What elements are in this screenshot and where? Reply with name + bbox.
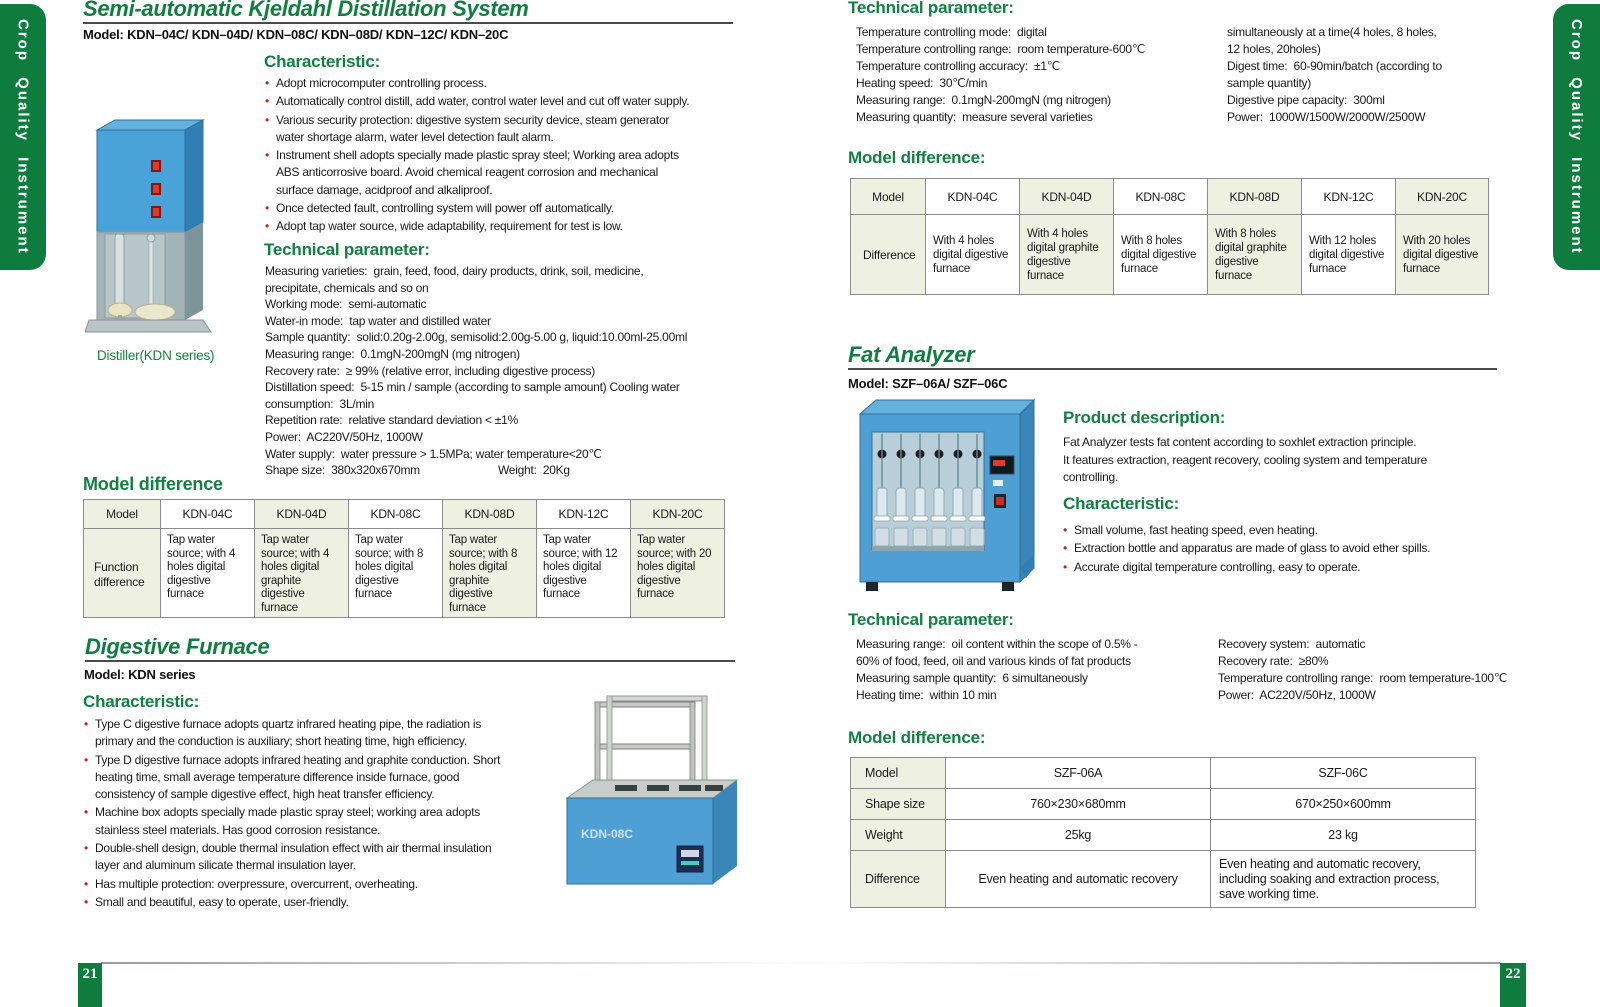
bullet-line: Adopt microcomputer controlling process. xyxy=(276,76,487,90)
bullet-item xyxy=(84,716,564,751)
fat-analyzer-image xyxy=(852,392,1040,609)
fat-description-heading: Product description: xyxy=(1063,408,1226,427)
table-cell: With 4 holes digital graphite digestive furnace xyxy=(1020,215,1114,295)
param-line: Sample quantity: solid:0.20g-2.00g, semisolid:2.00g-5.00 g, liquid:10.00ml-25.00ml xyxy=(265,330,688,345)
kjeldahl-title-rule xyxy=(83,22,733,24)
bullet-item xyxy=(1063,540,1503,557)
description-line: It features extraction, reagent recovery, cooling system and temperature xyxy=(1063,452,1427,467)
fat-difference-table xyxy=(850,757,1476,908)
bullet-line: heating time, small average temperature difference inside furnace, good xyxy=(95,769,460,784)
bullet-dot: • xyxy=(84,752,89,767)
param-line: Temperature controlling mode: digital xyxy=(856,25,1047,39)
table-cell: Tap water source; with 8 holes digital graphite digestive furnace xyxy=(443,529,537,618)
table-header-cell: KDN-12C xyxy=(537,500,631,529)
param-line: Recovery rate: ≥ 99% (relative error, including digestive process) xyxy=(265,363,595,378)
distiller-image xyxy=(85,110,233,353)
distiller-caption: Distiller(KDN series) xyxy=(97,348,215,363)
fat-analyzer-title-rule xyxy=(848,368,1497,370)
table-cell: Tap water source; with 20 holes digital digestive furnace xyxy=(631,529,725,618)
bullet-line: Small and beautiful, easy to operate, user-friendly. xyxy=(95,894,349,909)
table-cell: 760×230×680mm xyxy=(946,789,1211,820)
table-header-cell: KDN-12C xyxy=(1302,179,1396,215)
param-line: Power: 1000W/1500W/2000W/2500W xyxy=(1227,110,1426,124)
bullet-item xyxy=(84,840,564,875)
table-cell: With 20 holes digital digestive furnace xyxy=(1396,215,1489,295)
param-line: Recovery rate: ≥80% xyxy=(1218,654,1329,668)
bullet-line: Once detected fault, controlling system will power off automatically. xyxy=(276,201,614,216)
bullet-line: layer and aluminum silicate thermal insulation layer. xyxy=(95,858,356,873)
param-line: consumption: 3L/min xyxy=(265,396,375,411)
fat-model-difference-heading: Model difference: xyxy=(848,728,986,747)
table-row-label: Model xyxy=(851,758,946,789)
kjeldahl-technical-params xyxy=(265,263,770,479)
table-header-cell: Model xyxy=(84,500,161,529)
table-row-label: Difference xyxy=(851,851,946,908)
furnace-characteristics xyxy=(84,716,564,912)
table-cell: SZF-06A xyxy=(946,758,1211,789)
page-number-left: 21 xyxy=(78,963,102,1007)
bullet-line: Double-shell design, double thermal insulation effect with air thermal insulation xyxy=(95,841,492,856)
table-header-cell: KDN-04C xyxy=(161,500,255,529)
bullet-line: Accurate digital temperature controlling, easy to operate. xyxy=(1074,559,1361,574)
bullet-line: stainless steel materials. Has good corrosion resistance. xyxy=(95,822,381,837)
param-line: Digestive pipe capacity: 300ml xyxy=(1227,93,1385,107)
bullet-dot: • xyxy=(265,201,270,216)
table-cell: Tap water source; with 8 holes digital digestive furnace xyxy=(349,529,443,618)
bullet-line: Adopt tap water source, wide adaptability, requirement for test is low. xyxy=(276,219,623,234)
param-line: simultaneously at a time(4 holes, 8 holes, xyxy=(1227,25,1437,39)
bullet-item xyxy=(84,752,564,804)
bullet-line: Various security protection: digestive system security device, steam generator xyxy=(276,112,670,127)
bullet-item xyxy=(84,876,564,893)
table-cell: With 12 holes digital digestive furnace xyxy=(1302,215,1396,295)
param-shape-size: Shape size: 380x320x670mm xyxy=(265,463,420,478)
param-line: Water supply: water pressure > 1.5MPa; water temperature<20℃ xyxy=(265,446,602,461)
table-row-label: Function difference xyxy=(84,529,161,618)
param-line: Water-in mode: tap water and distilled water xyxy=(265,313,491,328)
furnace-title: Digestive Furnace xyxy=(85,634,270,659)
table-cell: Tap water source; with 4 holes digital digestive furnace xyxy=(161,529,255,618)
kjeldahl-characteristics xyxy=(265,75,765,237)
table-cell: Even heating and automatic recovery xyxy=(946,851,1211,908)
furnace-model-line: Model: KDN series xyxy=(84,667,196,682)
fat-characteristics xyxy=(1063,522,1503,577)
footer-rule-right xyxy=(800,962,1500,964)
bullet-dot: • xyxy=(265,76,270,90)
bullet-line: consistency of sample digestive effect, high heat transfer efficiency. xyxy=(95,787,435,802)
bullet-item xyxy=(84,894,564,911)
table-cell: 670×250×600mm xyxy=(1211,789,1476,820)
bullet-line: surface damage, acidproof and alkaliproof. xyxy=(276,182,493,197)
table-header-cell: KDN-20C xyxy=(1396,179,1489,215)
bullet-line: ABS anticorrosive board. Avoid chemical reagent corrosion and mechanical xyxy=(276,165,658,180)
bullet-item xyxy=(265,200,765,217)
bullet-dot: • xyxy=(265,148,270,163)
param-line: Power: AC220V/50Hz, 1000W xyxy=(1218,688,1376,702)
param-line: sample quantity) xyxy=(1227,76,1312,90)
furnace-characteristic-heading: Characteristic: xyxy=(83,692,200,711)
page-number-right: 22 xyxy=(1500,963,1526,1007)
bullet-dot: • xyxy=(265,112,270,127)
table-header-cell: KDN-04D xyxy=(1020,179,1114,215)
table-header-cell: Model xyxy=(851,179,926,215)
kjeldahl-cont-model-difference-heading: Model difference: xyxy=(848,148,986,167)
kjeldahl-technical-heading: Technical parameter: xyxy=(264,240,430,259)
param-line: Heating speed: 30℃/min xyxy=(856,76,988,90)
table-cell: 23 kg xyxy=(1211,820,1476,851)
fat-analyzer-model-line: Model: SZF–06A/ SZF–06C xyxy=(848,376,1008,391)
bullet-item xyxy=(265,93,765,110)
furnace-title-rule xyxy=(85,660,735,662)
bullet-line: Type D digestive furnace adopts infrared heating and graphite conduction. Short xyxy=(95,752,501,767)
table-cell: With 8 holes digital digestive furnace xyxy=(1114,215,1208,295)
fat-analyzer-title: Fat Analyzer xyxy=(848,342,975,367)
bullet-item xyxy=(265,147,765,199)
param-line: Measuring range: 0.1mgN-200mgN (mg nitrogen) xyxy=(856,93,1111,107)
table-row-label: Weight xyxy=(851,820,946,851)
right-tab-label: Crop Quality Instrument xyxy=(1568,19,1585,255)
bullet-line: Machine box adopts specially made plastic spray steel; working area adopts xyxy=(95,805,481,820)
bullet-item xyxy=(265,112,765,147)
param-line: Measuring range: oil content within the scope of 0.5% - xyxy=(856,637,1138,651)
kjeldahl-difference-table xyxy=(850,178,1489,295)
table-cell: SZF-06C xyxy=(1211,758,1476,789)
param-line: Measuring range: 0.1mgN-200mgN (mg nitrogen) xyxy=(265,346,520,361)
param-line: Temperature controlling range: room temperature-600℃ xyxy=(856,42,1146,56)
table-row-label: Difference xyxy=(851,215,926,295)
bullet-dot: • xyxy=(1063,541,1068,556)
param-line: Measuring sample quantity: 6 simultaneously xyxy=(856,671,1088,685)
param-line: Distillation speed: 5-15 min / sample (according to sample amount) Cooling water xyxy=(265,380,680,395)
bullet-line: primary and the conduction is auxiliary; short heating time, high efficiency. xyxy=(95,734,467,749)
bullet-line: Small volume, fast heating speed, even heating. xyxy=(1074,523,1318,537)
param-line: 60% of food, feed, oil and various kinds of fat products xyxy=(856,654,1131,668)
table-header-cell: KDN-20C xyxy=(631,500,725,529)
table-cell: With 4 holes digital digestive furnace xyxy=(926,215,1020,295)
table-cell: Tap water source; with 4 holes digital graphite digestive furnace xyxy=(255,529,349,618)
furnace-model-label: KDN-08C xyxy=(581,827,634,841)
bullet-dot: • xyxy=(1063,523,1068,537)
kjeldahl-model-difference-heading: Model difference xyxy=(83,474,223,494)
bullet-item xyxy=(84,804,564,839)
table-cell: With 8 holes digital graphite digestive furnace xyxy=(1208,215,1302,295)
fat-technical-heading: Technical parameter: xyxy=(848,610,1014,629)
kjeldahl-characteristic-heading: Characteristic: xyxy=(264,52,381,71)
fat-params-left xyxy=(856,636,1216,704)
bullet-dot: • xyxy=(84,894,89,909)
kjeldahl-cont-params-right xyxy=(1227,24,1502,126)
description-line: controlling. xyxy=(1063,470,1119,484)
fat-description xyxy=(1063,434,1483,487)
table-cell: Even heating and automatic recovery, including soaking and extraction process, save working time. xyxy=(1211,851,1476,908)
param-line: precipitate, chemicals and so on xyxy=(265,280,429,295)
table-header-cell: KDN-08C xyxy=(1114,179,1208,215)
param-line: Temperature controlling accuracy: ±1℃ xyxy=(856,59,1060,73)
bullet-item xyxy=(1063,522,1503,539)
left-tab-label: Crop Quality Instrument xyxy=(14,19,32,255)
bullet-line: Has multiple protection: overpressure, overcurrent, overheating. xyxy=(95,876,418,891)
param-line: Working mode: semi-automatic xyxy=(265,297,427,312)
fat-params-right xyxy=(1218,636,1518,704)
table-header-cell: KDN-04D xyxy=(255,500,349,529)
table-header-cell: KDN-08D xyxy=(1208,179,1302,215)
param-line: Repetition rate: relative standard deviation < ±1% xyxy=(265,413,518,428)
param-line: Heating time: within 10 min xyxy=(856,688,997,702)
param-line: Measuring quantity: measure several varieties xyxy=(856,110,1093,124)
table-header-cell: KDN-08C xyxy=(349,500,443,529)
bullet-dot: • xyxy=(84,876,89,891)
bullet-dot: • xyxy=(84,717,89,731)
table-row-label: Shape size xyxy=(851,789,946,820)
kjeldahl-cont-technical-heading: Technical parameter: xyxy=(848,0,1014,17)
bullet-dot: • xyxy=(265,219,270,234)
param-line: Temperature controlling range: room temperature-100℃ xyxy=(1218,671,1508,685)
table-header-cell: KDN-08D xyxy=(443,500,537,529)
kjeldahl-function-table xyxy=(83,499,725,618)
param-line: Digest time: 60-90min/batch (according to xyxy=(1227,59,1442,73)
bullet-item xyxy=(265,75,765,92)
bullet-dot: • xyxy=(84,805,89,820)
left-edge-tab xyxy=(0,4,46,270)
param-weight: Weight: 20Kg xyxy=(497,463,570,478)
table-header-cell: KDN-04C xyxy=(926,179,1020,215)
bullet-dot: • xyxy=(1063,559,1068,574)
bullet-item xyxy=(1063,559,1503,576)
bullet-line: Instrument shell adopts specially made plastic spray steel; Working area adopts xyxy=(276,148,679,163)
param-line: Measuring varieties: grain, feed, food, dairy products, drink, soil, medicine, xyxy=(265,264,644,278)
bullet-dot: • xyxy=(84,841,89,856)
param-line: Power: AC220V/50Hz, 1000W xyxy=(265,429,423,444)
furnace-image xyxy=(537,686,759,913)
kjeldahl-title: Semi-automatic Kjeldahl Distillation System xyxy=(83,0,529,21)
fat-characteristic-heading: Characteristic: xyxy=(1063,494,1180,513)
param-line: Recovery system: automatic xyxy=(1218,637,1366,651)
footer-rule-left xyxy=(101,962,821,964)
kjeldahl-model-line: Model: KDN–04C/ KDN–04D/ KDN–08C/ KDN–08D/ KDN–12C/ KDN–20C xyxy=(83,27,509,42)
kjeldahl-cont-params-left xyxy=(856,24,1236,126)
bullet-line: Extraction bottle and apparatus are made of glass to avoid ether spills. xyxy=(1074,541,1431,556)
bullet-line: water shortage alarm, water level detection fault alarm. xyxy=(276,129,554,144)
bullet-dot: • xyxy=(265,94,270,109)
bullet-line: Type C digestive furnace adopts quartz infrared heating pipe, the radiation is xyxy=(95,717,482,731)
param-line: 12 holes, 20holes) xyxy=(1227,42,1321,56)
bullet-item xyxy=(265,218,765,235)
table-cell: 25kg xyxy=(946,820,1211,851)
right-edge-tab xyxy=(1553,4,1600,270)
bullet-line: Automatically control distill, add water, control water level and cut off water supply. xyxy=(276,94,690,109)
table-cell: Tap water source; with 12 holes digital digestive furnace xyxy=(537,529,631,618)
description-line: Fat Analyzer tests fat content according to soxhlet extraction principle. xyxy=(1063,435,1417,449)
